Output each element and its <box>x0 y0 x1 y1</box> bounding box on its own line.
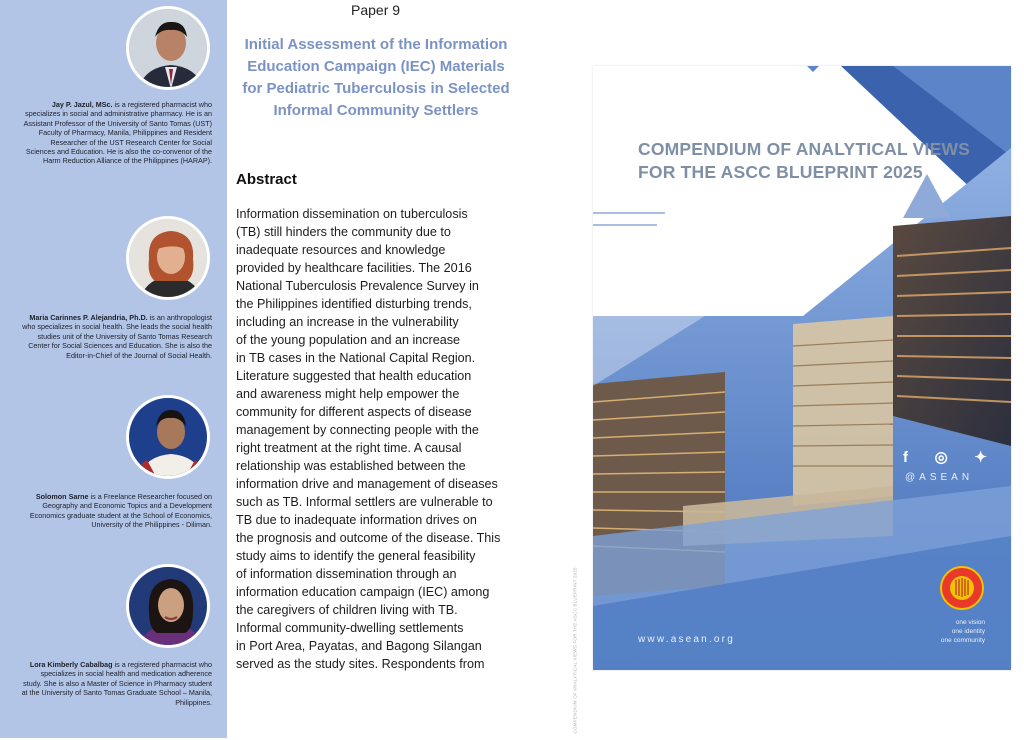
author-photo-cabalbag <box>126 564 210 648</box>
abstract-line: (TB) still hinders the community due to <box>236 225 451 239</box>
instagram-icon: ◎ <box>934 449 948 466</box>
author-photo-alejandria <box>126 216 210 300</box>
abstract-line: information education campaign (IEC) among <box>236 585 490 599</box>
cover-title-line: FOR THE ASCC BLUEPRINT 2025 <box>638 162 923 182</box>
abstract-line: the caregivers of children living with TB. <box>236 603 458 617</box>
abstract-line: such as TB. Informal settlers are vulnerable to <box>236 495 493 509</box>
cover-title-line: COMPENDIUM OF ANALYTICAL VIEWS <box>638 139 971 159</box>
author-description: is an anthropologist who specializes in social health. She leads the social health studies unit of the University of Santo Tomas Research Center for Social Sciences and Education. She is also the Editor-in-Chief of the Journal of Social Health. <box>22 313 212 360</box>
abstract-line: National Tuberculosis Prevalence Survey in <box>236 279 479 293</box>
abstract-line: and awareness might help empower the <box>236 387 460 401</box>
compendium-cover <box>593 66 1011 670</box>
abstract-line: Literature suggested that health education <box>236 369 472 383</box>
abstract-line: of the young population and an increase <box>236 333 461 347</box>
facebook-icon: f <box>903 449 908 466</box>
abstract-line: served as the study sites. Respondents from <box>236 657 485 671</box>
author-description: is a Freelance Researcher focused on Geography and Economic Topics and a Development Economics graduate student at the School of Economics, University of the Philippines - Diliman. <box>29 492 212 530</box>
abstract-heading: Abstract <box>236 171 297 188</box>
abstract-line: the prognosis and outcome of the disease. This <box>236 531 501 545</box>
abstract-line: inadequate resources and knowledge <box>236 243 446 257</box>
author-bio-cabalbag <box>20 660 212 707</box>
paper-number: Paper 9 <box>351 2 401 18</box>
abstract-line: relationship was established between the <box>236 459 466 473</box>
tagline-line: one community <box>940 637 985 644</box>
abstract-line: Information dissemination on tuberculosis <box>236 207 468 221</box>
abstract-body <box>236 205 518 673</box>
asean-emblem <box>940 566 984 610</box>
tagline-line: one identity <box>951 628 985 635</box>
author-name: Maria Carinnes P. Alejandria, Ph.D. <box>29 313 148 322</box>
author-bio-jazul <box>20 100 212 166</box>
abstract-line: in TB cases in the National Capital Region. <box>236 351 476 365</box>
author-description: is a registered pharmacist who specializes in social and administrative pharmacy. He is an Assistant Professor of the University of Santo Tomas (UST) Faculty of Pharmacy, Manila, Philippines and Resident Researcher of the UST Research Center for Social Sciences and Education. He is also the co-convenor of the Harm Reduction Alliance of the Philippines (HARAP). <box>23 100 212 166</box>
author-name: Jay P. Jazul, MSc. <box>51 100 113 109</box>
abstract-line: including an increase in the vulnerability <box>236 315 459 329</box>
abstract-line: management by connecting people with the <box>236 423 479 437</box>
twitter-icon: ✦ <box>974 449 987 466</box>
abstract-line: provided by healthcare facilities. The 2016 <box>236 261 472 275</box>
abstract-line: information drive and management of diseases <box>236 477 498 491</box>
author-photo-jazul <box>126 6 210 90</box>
abstract-line: the Philippines identified disturbing trends, <box>236 297 472 311</box>
book-spine <box>568 540 578 740</box>
abstract-line: Informal community-dwelling settlements <box>236 621 464 635</box>
author-bio-sarne <box>20 492 212 530</box>
author-name: Lora Kimberly Cabalbag <box>29 660 113 669</box>
tagline-line: one vision <box>955 619 985 626</box>
author-bio-alejandria <box>20 313 212 360</box>
abstract-line: of information dissemination through an <box>236 567 457 581</box>
abstract-line: community for different aspects of disease <box>236 405 472 419</box>
website-url: www.asean.org <box>638 634 735 645</box>
abstract-line: in Port Area, Payatas, and Bagong Silangan <box>236 639 482 653</box>
article-title: Initial Assessment of the Information Education Campaign (IEC) Materials for Pediatric Tuberculosis in Selected Informal Community Settlers <box>242 36 510 119</box>
author-description: is a registered pharmacist who specializes in social health and medication adherence study. She is also a Master of Science in Pharmacy student at the University of Santo Tomas Graduate School – Manila, Philippines. <box>21 660 212 707</box>
abstract-line: study aims to identify the general feasibility <box>236 549 476 563</box>
author-name: Solomon Sarne <box>35 492 89 501</box>
author-photo-sarne <box>126 395 210 479</box>
cover-title <box>638 138 970 184</box>
author-sidebar <box>0 0 227 738</box>
abstract-line: right treatment at the right time. A causal <box>236 441 462 455</box>
spine-text: COMPENDIUM OF ANALYTICAL VIEWS FOR THE ASCC BLUEPRINT 2025 <box>572 567 578 734</box>
abstract-line: TB due to inadequate information drives on <box>236 513 477 527</box>
social-handle: @ASEAN <box>905 472 974 483</box>
social-icons <box>903 449 987 467</box>
